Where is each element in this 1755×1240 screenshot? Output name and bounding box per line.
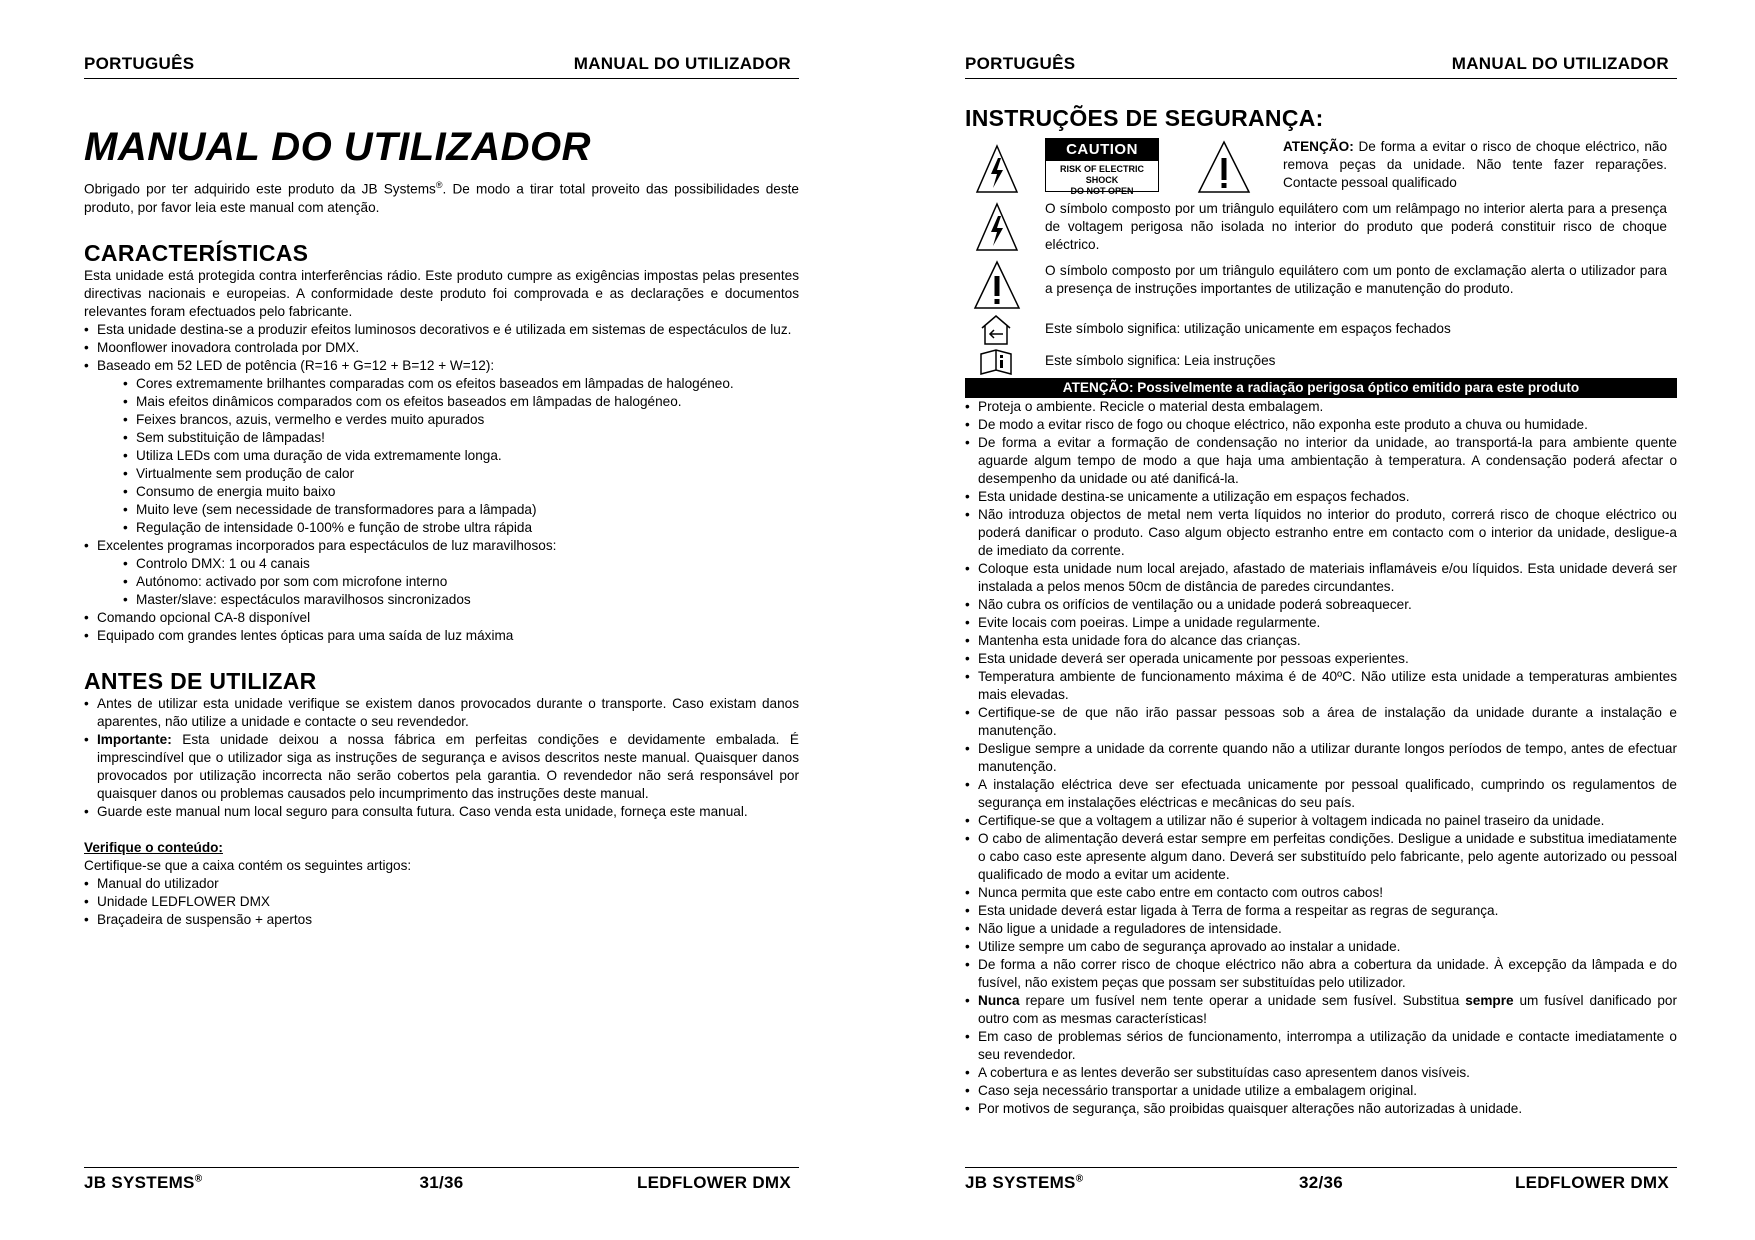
contents-text: Certifique-se que a caixa contém os seguintes artigos: <box>84 857 412 873</box>
list-item: • Esta unidade destina-se a produzir efeitos luminosos decorativos e é utilizada em sistemas de espectáculos de luz. <box>84 321 799 339</box>
list-item: • Braçadeira de suspensão + apertos <box>84 911 799 929</box>
list-item: • Sem substituição de lâmpadas! <box>123 429 799 447</box>
list-item: • Antes de utilizar esta unidade verifique se existem danos provocados durante o transporte. Caso existam danos aparentes, não utilize a unidade e contacte o seu revendedor. <box>84 695 799 731</box>
list-item: • Excelentes programas incorporados para espectáculos de luz maravilhosos: • Controlo DMX: 1 ou 4 canais • Autónomo: activado por som com microfone interno • Master/slave: espectáculos maravilhosos sincronizados <box>84 537 799 609</box>
list-item: • Caso seja necessário transportar a unidade utilize a embalagem original. <box>965 1082 1677 1100</box>
list-item: • De forma a não correr risco de choque eléctrico não abra a cobertura da unidade. À excepção da lâmpada e do fusível, não existem peças que possam ser substituídas pelo utilizador. <box>965 956 1677 992</box>
attention-text: ATENÇÃO: De forma a evitar o risco de choque eléctrico, não remova peças da unidade. Não tente fazer reparações. Contacte pessoal qualificado <box>1283 139 1667 190</box>
header-title: MANUAL DO UTILIZADOR <box>573 54 791 73</box>
list-item: • Equipado com grandes lentes ópticas para uma saída de luz máxima <box>84 627 799 645</box>
safety-list <box>965 398 1677 1118</box>
read-instructions-icon <box>979 348 1013 376</box>
list-item: • Esta unidade deverá estar ligada à Terra de forma a respeitar as regras de segurança. <box>965 902 1677 920</box>
footer-product: LEDFLOWER DMX <box>1514 1173 1669 1192</box>
lightning-symbol-text: O símbolo composto por um triângulo equilátero com um relâmpago no interior alerta para a presença de voltagem perigosa não isolada no interior do produto que poderá constituir risco de choque eléctrico. <box>1045 201 1667 252</box>
list-item: • Cores extremamente brilhantes comparadas com os efeitos baseados em lâmpadas de halogéneo. <box>123 375 799 393</box>
list-item: • Guarde este manual num local seguro para consulta futura. Caso venda esta unidade, forneça este manual. <box>84 803 799 821</box>
list-item: • Controlo DMX: 1 ou 4 canais <box>123 555 799 573</box>
list-item: • Moonflower inovadora controlada por DMX. <box>84 339 799 357</box>
list-item: • A instalação eléctrica deve ser efectuada unicamente por pessoal qualificado, cumprindo os regulamentos de segurança em instalações eléctricas e mecânicas do seu país. <box>965 776 1677 812</box>
page-body <box>965 104 1677 1118</box>
indoor-symbol-row <box>965 314 1677 346</box>
list-item: • Desligue sempre a unidade da corrente quando não a utilizar durante longos períodos de tempo, antes de efectuar manutenção. <box>965 740 1677 776</box>
page-31 <box>84 0 799 1240</box>
indoor-symbol-text: Este símbolo significa: utilização unicamente em espaços fechados <box>1045 321 1451 336</box>
exclamation-symbol-text: O símbolo composto por um triângulo equilátero com um ponto de exclamação alerta o utilizador para a presença de instruções importantes de utilização e manutenção do produto. <box>1045 263 1667 296</box>
header-language: PORTUGUÊS <box>965 54 1076 73</box>
list-item: • De modo a evitar risco de fogo ou choque eléctrico, não exponha este produto a chuva ou humidade. <box>965 416 1677 434</box>
caution-label: CAUTION RISK OF ELECTRIC SHOCK DO NOT OPEN <box>1045 138 1159 192</box>
list-item: • Baseado em 52 LED de potência (R=16 + G=12 + B=12 + W=12): • Cores extremamente brilhantes comparadas com os efeitos baseados em lâmpadas de halogéneo. • Mais efeitos dinâmicos comparados com os efeitos baseados em lâmpadas de halogéneo. • Feixes brancos, azuis, vermelho e verdes muito apurados • Sem substituição de lâmpadas! • Utiliza LEDs com uma duração de vida extremamente longa. • Virtualmente sem produção de calor • Consumo de energia muito baixo • Muito leve (sem necessidade de transformadores para a lâmpada) • Regulação de intensidade 0-100% e função de strobe ultra rápida <box>84 357 799 537</box>
before-use-heading: ANTES DE UTILIZAR <box>84 667 317 694</box>
intro-paragraph: Obrigado por ter adquirido este produto da JB Systems®. De modo a tirar total proveito das possibilidades deste produto, por favor leia este manual com atenção. <box>84 180 799 215</box>
features-list <box>84 321 799 645</box>
page-header <box>965 54 1677 79</box>
exclamation-triangle-icon <box>973 260 1021 310</box>
header-title: MANUAL DO UTILIZADOR <box>1451 54 1669 73</box>
footer-product: LEDFLOWER DMX <box>636 1173 791 1192</box>
features-text: Esta unidade está protegida contra interferências rádio. Este produto cumpre as exigências impostas pelas presentes directivas nacionais e europeias. A conformidade deste produto foi comprovada e as declarações e documentos relevantes foram efectuados pelo fabricante. <box>84 267 799 319</box>
page-32 <box>965 0 1677 1240</box>
list-item: • Não introduza objectos de metal nem verta líquidos no interior do produto, correrá risco de choque eléctrico ou poderá danificar o produto. Caso algum objecto estranho entre em contacto com o interior da unidade, desligue-a de imediato da corrente. <box>965 506 1677 560</box>
footer-page-number: 31/36 <box>419 1173 464 1192</box>
lightning-triangle-icon <box>975 202 1019 252</box>
list-item: • Mantenha esta unidade fora do alcance das crianças. <box>965 632 1677 650</box>
page-footer <box>965 1167 1677 1199</box>
footer-brand: JB SYSTEMS® <box>965 1173 1084 1192</box>
list-item: • Esta unidade deverá ser operada unicamente por pessoas experientes. <box>965 650 1677 668</box>
footer-page-number: 32/36 <box>1298 1173 1344 1192</box>
lightning-symbol-row <box>965 200 1677 258</box>
page-footer <box>84 1167 799 1199</box>
list-item: • Virtualmente sem produção de calor <box>123 465 799 483</box>
list-item: • Mais efeitos dinâmicos comparados com os efeitos baseados em lâmpadas de halogéneo. <box>123 393 799 411</box>
list-item: • Nunca permita que este cabo entre em contacto com outros cabos! <box>965 884 1677 902</box>
indoor-use-icon <box>979 314 1013 346</box>
list-item: • Esta unidade destina-se unicamente a utilização em espaços fechados. <box>965 488 1677 506</box>
list-item: • Regulação de intensidade 0-100% e função de strobe ultra rápida <box>123 519 799 537</box>
features-heading: CARACTERÍSTICAS <box>84 239 309 266</box>
safety-heading: INSTRUÇÕES DE SEGURANÇA: <box>965 105 1324 131</box>
list-item: • Utilize sempre um cabo de segurança aprovado ao instalar a unidade. <box>965 938 1677 956</box>
list-item: • Master/slave: espectáculos maravilhosos sincronizados <box>123 591 799 609</box>
list-item: • Importante: Esta unidade deixou a nossa fábrica em perfeitas condições e devidamente embalada. É imprescindível que o utilizador siga as instruções de segurança e avisos descritos neste manual. Quaisquer danos provocados por utilização incorrecta não serão cobertos pela garantia. O revendedor não será responsável por quaisquer danos ou problemas causados pelo incumprimento das instruções deste manual. <box>84 731 799 803</box>
exclamation-symbol-row <box>965 258 1677 314</box>
contents-list <box>84 875 799 929</box>
list-item: • O cabo de alimentação deverá estar sempre em perfeitas condições. Desligue a unidade e substitua imediatamente o cabo caso este apresente algum dano. Deverá ser substituído pelo fabricante, pelo agente autorizado ou pessoal qualificado de modo a evitar um acidente. <box>965 830 1677 884</box>
page-header <box>84 54 799 79</box>
list-item: • Manual do utilizador <box>84 875 799 893</box>
list-item: • Feixes brancos, azuis, vermelho e verdes muito apurados <box>123 411 799 429</box>
footer-brand: JB SYSTEMS® <box>84 1173 203 1192</box>
list-item: • Certifique-se de que não irão passar pessoas sob a área de instalação da unidade durante a instalação e manutenção. <box>965 704 1677 740</box>
header-language: PORTUGUÊS <box>84 54 195 73</box>
list-item: • Não cubra os orifícios de ventilação ou a unidade poderá sobreaquecer. <box>965 596 1677 614</box>
list-item: • Por motivos de segurança, são proibidas quaisquer alterações não autorizadas à unidade. <box>965 1100 1677 1118</box>
list-item: • De forma a evitar a formação de condensação no interior da unidade, ao transportá-la para ambiente quente aguarde algum tempo de modo a que haja uma ambientação à temperatura. A condensação poderá afectar o desempenho da unidade ou até danificá-la. <box>965 434 1677 488</box>
list-item: • Unidade LEDFLOWER DMX <box>84 893 799 911</box>
programs-sublist <box>97 555 799 609</box>
list-item: • Autónomo: activado por som com microfone interno <box>123 573 799 591</box>
list-item: • Temperatura ambiente de funcionamento máxima é de 40ºC. Não utilize esta unidade a temperaturas ambientes mais elevadas. <box>965 668 1677 704</box>
caution-row <box>965 138 1677 200</box>
list-item: • Comando opcional CA-8 disponível <box>84 609 799 627</box>
before-use-list <box>84 695 799 821</box>
list-item: • Coloque esta unidade num local arejado, afastado de materiais inflamáveis e/ou líquidos. Esta unidade deverá ser instalada a pelos menos 50cm de distância de paredes circundantes. <box>965 560 1677 596</box>
main-title: MANUAL DO UTILIZADOR <box>84 125 591 169</box>
read-symbol-row <box>965 346 1677 378</box>
list-item: • Proteja o ambiente. Recicle o material desta embalagem. <box>965 398 1677 416</box>
read-symbol-text: Este símbolo significa: Leia instruções <box>1045 353 1276 368</box>
list-item: • Não ligue a unidade a reguladores de intensidade. <box>965 920 1677 938</box>
list-item: • Consumo de energia muito baixo <box>123 483 799 501</box>
list-item: • Em caso de problemas sérios de funcionamento, interrompa a utilização da unidade e contacte imediatamente o seu revendedor. <box>965 1028 1677 1064</box>
exclamation-triangle-icon <box>1197 140 1251 194</box>
contents-heading: Verifique o conteúdo: <box>84 839 223 855</box>
list-item: • Muito leve (sem necessidade de transformadores para a lâmpada) <box>123 501 799 519</box>
lightning-triangle-icon <box>975 144 1019 194</box>
radiation-warning-bar: ATENÇÃO: Possivelmente a radiação perigosa óptico emitido para este produto <box>965 378 1677 398</box>
list-item: • A cobertura e as lentes deverão ser substituídas caso apresentem danos visíveis. <box>965 1064 1677 1082</box>
list-item: • Utiliza LEDs com uma duração de vida extremamente longa. <box>123 447 799 465</box>
list-item: • Certifique-se que a voltagem a utilizar não é superior à voltagem indicada no painel traseiro da unidade. <box>965 812 1677 830</box>
led-sublist <box>97 375 799 537</box>
page-body <box>84 125 799 929</box>
list-item: • Nunca repare um fusível nem tente operar a unidade sem fusível. Substitua sempre um fusível danificado por outro com as mesmas características! <box>965 992 1677 1028</box>
list-item: • Evite locais com poeiras. Limpe a unidade regularmente. <box>965 614 1677 632</box>
